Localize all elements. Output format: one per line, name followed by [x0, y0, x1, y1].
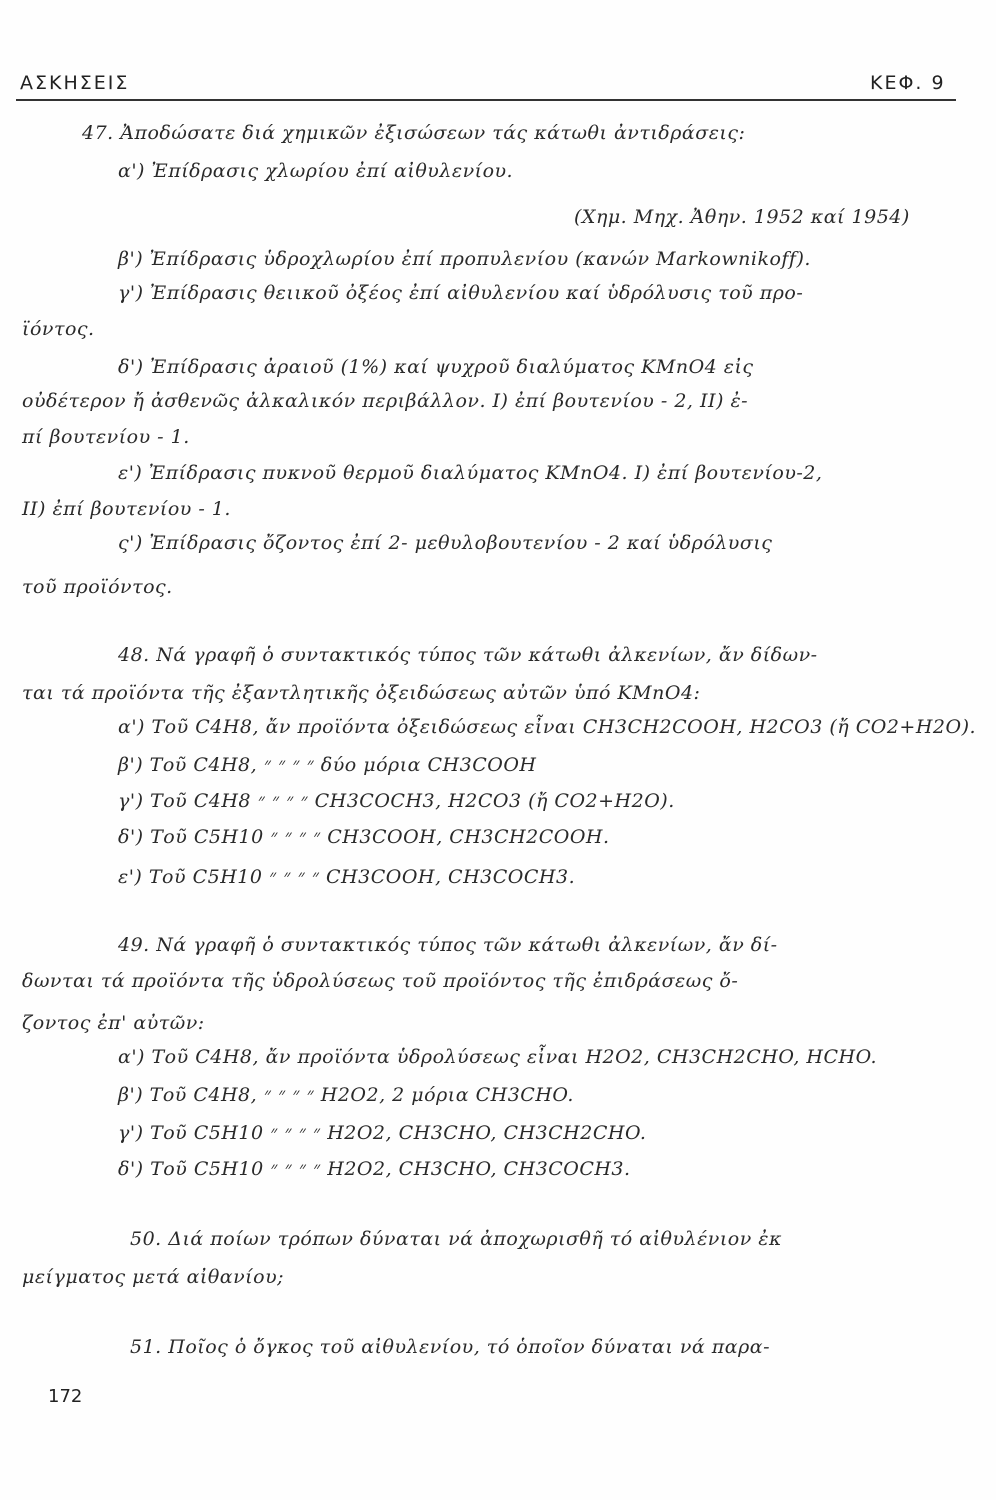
page-number: 172 — [48, 1386, 83, 1407]
header-rule — [16, 99, 956, 101]
running-header-chapter: ΚΕΦ. 9 — [870, 72, 946, 94]
exercise-48-item-d: δ') Τοῦ C5H10 ״ ״ ״ ״ CH3COOH, CH3CH2COOH. — [118, 826, 610, 848]
exercise-49-line-2: δωνται τά προϊόντα τῆς ὑδρολύσεως τοῦ προϊόντος τῆς ἐπιδράσεως ὄ- — [22, 970, 739, 992]
exercise-48-item-e: ε') Τοῦ C5H10 ״ ״ ״ ״ CH3COOH, CH3COCH3. — [118, 866, 576, 888]
exercise-47-line-1: 47. Ἀποδώσατε διά χημικῶν ἐξισώσεων τάς κάτωθι ἀντιδράσεις: — [82, 122, 746, 144]
exercise-48-line-2: ται τά προϊόντα τῆς ἐξαντλητικῆς ὀξειδώσεως αὐτῶν ὑπό KMnO4: — [22, 682, 701, 704]
exercise-47-line-5: γ') Ἐπίδρασις θειικοῦ ὀξέος ἐπί αἰθυλενίου καί ὑδρόλυσις τοῦ προ- — [118, 282, 804, 304]
exercise-50-line-1: 50. Διά ποίων τρόπων δύναται νά ἀποχωρισθῆ τό αἰθυλένιον ἐκ — [130, 1228, 782, 1250]
exercise-49-item-a: α') Τοῦ C4H8, ἄν προϊόντα ὑδρολύσεως εἶναι H2O2, CH3CH2CHO, HCHO. — [118, 1046, 878, 1068]
exercise-48-item-a: α') Τοῦ C4H8, ἄν προϊόντα ὀξειδώσεως εἶναι CH3CH2COOH, H2CO3 (ἤ CO2+H2O). — [118, 716, 977, 738]
exercise-47-line-6: ϊόντος. — [22, 318, 95, 340]
exercise-47-line-10: ε') Ἐπίδρασις πυκνοῦ θερμοῦ διαλύματος KMnO4. I) ἐπί βουτενίου-2, — [118, 462, 823, 484]
exercise-49-item-b: β') Τοῦ C4H8, ״ ״ ״ ״ H2O2, 2 μόρια CH3CHO. — [118, 1084, 574, 1106]
running-header-title: ΑΣΚΗΣΕΙΣ — [20, 72, 130, 94]
exercise-47-line-13: τοῦ προϊόντος. — [22, 576, 173, 598]
exercise-47-citation: (Χημ. Μηχ. Ἀθην. 1952 καί 1954) — [574, 206, 910, 228]
exercise-49-item-c: γ') Τοῦ C5H10 ״ ״ ״ ״ H2O2, CH3CHO, CH3CH2CHO. — [118, 1122, 647, 1144]
exercise-47-line-7: δ') Ἐπίδρασις ἀραιοῦ (1%) καί ψυχροῦ διαλύματος KMnO4 εἰς — [118, 356, 754, 378]
exercise-47-line-2: α') Ἐπίδρασις χλωρίου ἐπί αἰθυλενίου. — [118, 160, 514, 182]
exercise-49-line-3: ζοντος ἐπ' αὐτῶν: — [22, 1012, 205, 1034]
exercise-51-line-1: 51. Ποῖος ὁ ὄγκος τοῦ αἰθυλενίου, τό ὁποῖον δύναται νά παρα- — [130, 1336, 770, 1358]
exercise-47-line-12: ς') Ἐπίδρασις ὄζοντος ἐπί 2- μεθυλοβουτενίου - 2 καί ὑδρόλυσις — [118, 532, 773, 554]
exercise-50-line-2: μείγματος μετά αἰθανίου; — [22, 1266, 285, 1288]
exercise-48-item-b: β') Τοῦ C4H8, ״ ״ ״ ״ δύο μόρια CH3COOH — [118, 754, 537, 776]
exercise-49-item-d: δ') Τοῦ C5H10 ״ ״ ״ ״ H2O2, CH3CHO, CH3COCH3. — [118, 1158, 631, 1180]
exercise-47-line-8: οὐδέτερον ἤ ἀσθενῶς ἀλκαλικόν περιβάλλον. I) ἐπί βουτενίου - 2, II) ἐ- — [22, 390, 749, 412]
exercise-48-line-1: 48. Νά γραφῆ ὁ συντακτικός τύπος τῶν κάτωθι ἀλκενίων, ἄν δίδων- — [118, 644, 818, 666]
exercise-48-item-c: γ') Τοῦ C4H8 ״ ״ ״ ״ CH3COCH3, H2CO3 (ἤ CO2+H2O). — [118, 790, 675, 812]
exercise-47-line-11: II) ἐπί βουτενίου - 1. — [22, 498, 231, 520]
exercise-47-line-9: πί βουτενίου - 1. — [22, 426, 190, 448]
exercise-49-line-1: 49. Νά γραφῆ ὁ συντακτικός τύπος τῶν κάτωθι ἀλκενίων, ἄν δί- — [118, 934, 778, 956]
exercise-47-line-4: β') Ἐπίδρασις ὑδροχλωρίου ἐπί προπυλενίου (κανών Markownikoff). — [118, 248, 811, 270]
